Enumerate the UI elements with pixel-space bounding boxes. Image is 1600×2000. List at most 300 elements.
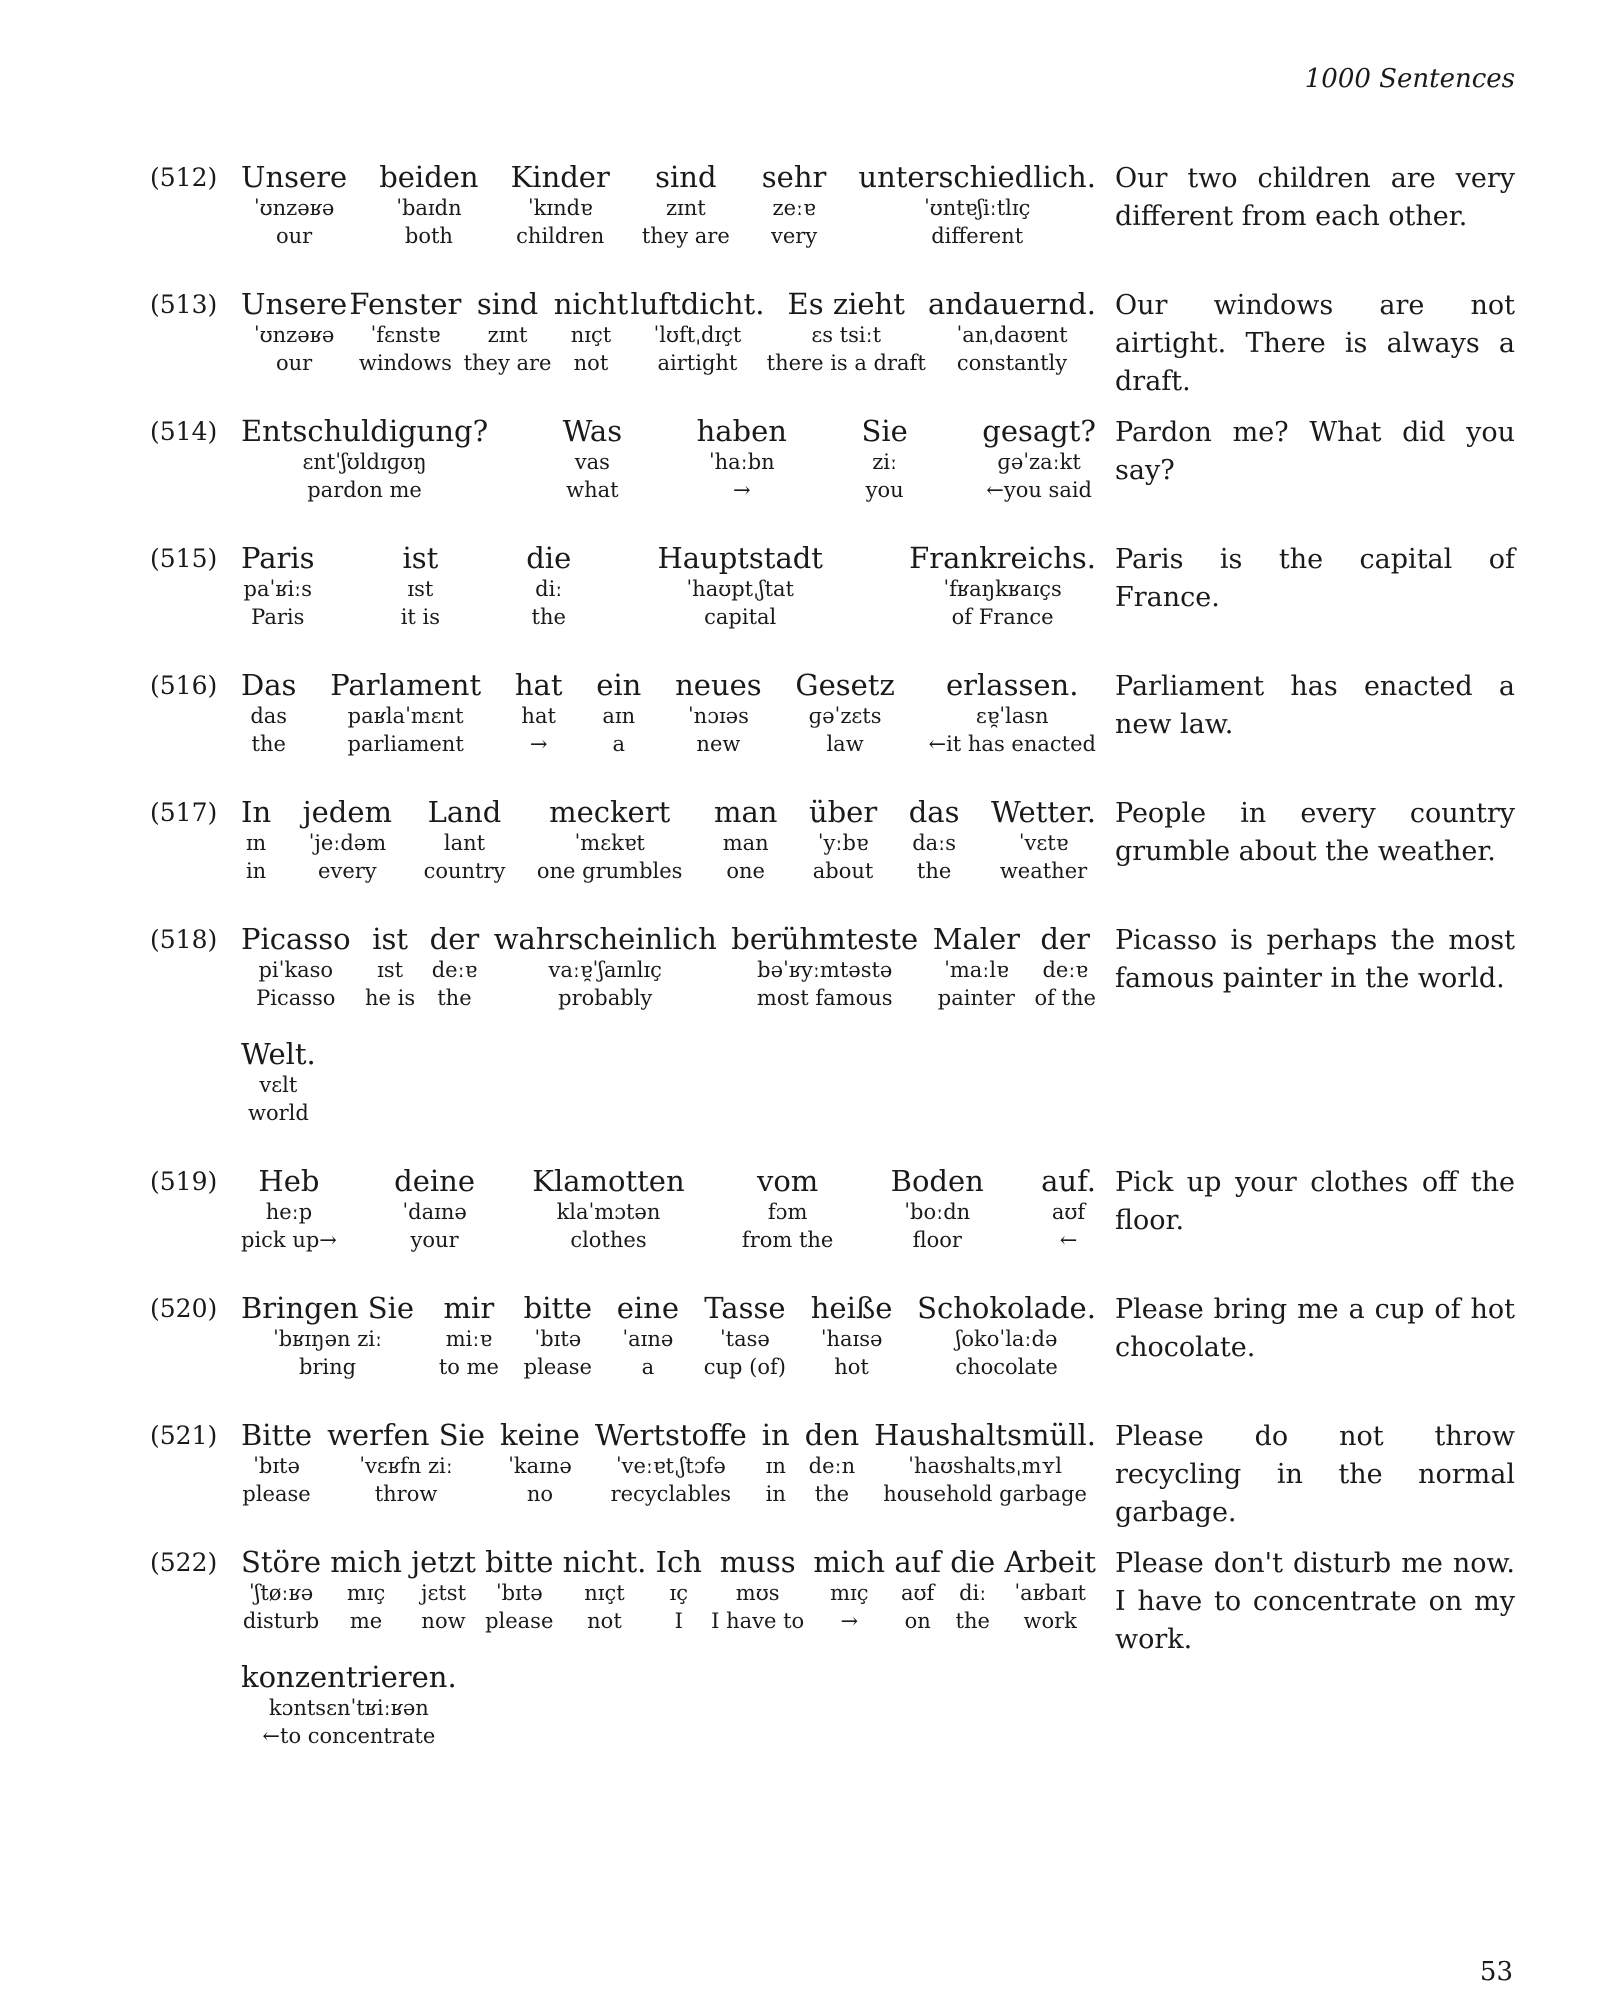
gloss-word — [1041, 1164, 1096, 1254]
ipa-transcription: ˈnɔɪəs — [687, 704, 749, 728]
gloss-word — [394, 1164, 475, 1254]
gloss-line — [241, 922, 1096, 1012]
ipa-transcription: ˈvɛʁfn ziː — [359, 1454, 453, 1478]
english-gloss: please — [523, 1355, 592, 1379]
ipa-transcription: ˈboːdn — [904, 1200, 971, 1224]
gloss-line — [241, 1660, 1096, 1750]
gloss-line — [241, 1164, 1096, 1254]
ipa-transcription: diː — [535, 577, 563, 601]
gloss-line — [241, 541, 1096, 631]
english-gloss: in — [765, 1482, 786, 1506]
english-translation: Please bring me a cup of hot chocolate. — [1115, 1294, 1515, 1363]
english-translation: Pardon me? What did you say? — [1115, 417, 1515, 486]
gloss-word — [241, 1660, 457, 1750]
gloss-word — [813, 1545, 885, 1635]
ipa-transcription: paʁlaˈmɛnt — [347, 704, 464, 728]
ipa-transcription: das — [250, 704, 288, 728]
gloss-word — [430, 922, 480, 1012]
german-word: meckert — [549, 795, 671, 829]
ipa-transcription: mɪç — [830, 1581, 869, 1605]
ipa-transcription: ˈveːɐtˌʃtɔfə — [615, 1454, 726, 1478]
ipa-transcription: ˈbɪtə — [534, 1327, 582, 1351]
gloss-word — [349, 287, 461, 377]
gloss-word — [515, 668, 563, 758]
gloss-word — [767, 287, 926, 377]
gloss-word — [500, 1418, 580, 1508]
english-gloss: → — [529, 732, 548, 756]
english-gloss: pardon me — [307, 478, 422, 502]
sentence-entry — [0, 1291, 1600, 1381]
german-word: Klamotten — [532, 1164, 685, 1198]
english-gloss: → — [840, 1609, 859, 1633]
english-translation: Picasso is perhaps the most famous painter in the world. — [1115, 925, 1515, 994]
ipa-transcription: jɛtst — [420, 1581, 467, 1605]
ipa-transcription: ˈanˌdaʊɐnt — [956, 323, 1068, 347]
sentence-number: (520) — [150, 1294, 218, 1323]
sentence-entry — [0, 414, 1600, 504]
english-gloss: your — [410, 1228, 459, 1252]
english-gloss: our — [275, 351, 313, 375]
english-gloss: work — [1023, 1609, 1077, 1633]
ipa-transcription: paˈʁiːs — [243, 577, 313, 601]
sentence-number: (519) — [150, 1167, 218, 1196]
ipa-transcription: kɔntsɛnˈtʁiːʁən — [268, 1696, 429, 1720]
german-word: ist — [402, 541, 439, 575]
sentence-entry — [0, 287, 1600, 397]
german-word: jedem — [302, 795, 393, 829]
gloss-word — [241, 414, 488, 504]
german-word: muss — [719, 1545, 796, 1579]
sentence-number: (515) — [150, 544, 218, 573]
sentence-entry — [0, 668, 1600, 758]
ipa-transcription: ˈtasə — [719, 1327, 770, 1351]
english-gloss: capital — [704, 605, 777, 629]
german-word: die — [950, 1545, 996, 1579]
german-word: Entschuldigung? — [241, 414, 489, 448]
german-word: Paris — [241, 541, 315, 575]
sentence-entry — [0, 795, 1600, 885]
german-word: Tasse — [704, 1291, 786, 1325]
english-gloss: ←you said — [986, 478, 1092, 502]
english-gloss: of the — [1034, 986, 1096, 1010]
german-word: auf. — [1041, 1164, 1096, 1198]
german-word: man — [713, 795, 778, 829]
german-word: den — [804, 1418, 860, 1452]
ipa-transcription: ˈʊnzəʁə — [253, 196, 335, 220]
ipa-transcription: ziː — [872, 450, 898, 474]
gloss-word — [537, 795, 683, 885]
gloss-word — [991, 795, 1096, 885]
ipa-transcription: vaːɐ̯ˈʃaɪnlɪç — [548, 958, 662, 982]
german-word: Arbeit — [1004, 1545, 1096, 1579]
german-word: nicht — [553, 287, 629, 321]
gloss-word — [714, 795, 777, 885]
ipa-transcription: fɔm — [767, 1200, 808, 1224]
english-gloss: no — [526, 1482, 554, 1506]
german-word: deine — [394, 1164, 476, 1198]
german-word: Es zieht — [787, 287, 905, 321]
english-translation: Our windows are not airtight. There is always a draft. — [1115, 290, 1515, 397]
gloss-word — [891, 1164, 984, 1254]
gloss-word — [241, 160, 347, 250]
gloss-word — [982, 414, 1096, 504]
english-gloss: about — [812, 859, 874, 883]
english-gloss: I have to — [711, 1609, 805, 1633]
german-word: Hauptstadt — [657, 541, 823, 575]
gloss-line — [241, 1291, 1096, 1381]
sentence-number: (518) — [150, 925, 218, 954]
ipa-transcription: bəˈʁyːmtəstə — [757, 958, 893, 982]
english-gloss: the — [916, 859, 952, 883]
german-word: In — [241, 795, 272, 829]
english-gloss: of France — [951, 605, 1054, 629]
english-gloss: ←it has enacted — [928, 732, 1096, 756]
gloss-word — [464, 287, 552, 377]
german-word: Bitte — [241, 1418, 313, 1452]
sentence-entry — [0, 922, 1600, 1127]
german-word: Unsere — [241, 160, 348, 194]
gloss-word — [241, 1164, 337, 1254]
german-word: Haushaltsmüll. — [874, 1418, 1096, 1452]
sentence-number: (514) — [150, 417, 218, 446]
sentence-number: (521) — [150, 1421, 218, 1450]
gloss-word — [894, 1545, 941, 1635]
german-word: mich — [330, 1545, 402, 1579]
german-word: in — [761, 1418, 790, 1452]
german-word: Unsere — [241, 287, 348, 321]
sentence-entry — [0, 160, 1600, 250]
english-gloss: please — [485, 1609, 554, 1633]
english-gloss: → — [732, 478, 751, 502]
interlinear-gloss — [241, 668, 1096, 758]
english-translation: Our two children are very different from each other. — [1115, 163, 1515, 232]
english-gloss: the — [437, 986, 472, 1010]
german-word: vom — [756, 1164, 819, 1198]
english-gloss: what — [566, 478, 619, 502]
german-word: berühmteste — [731, 922, 919, 956]
german-word: konzentrieren. — [241, 1660, 457, 1694]
english-gloss: throw — [374, 1482, 438, 1506]
gloss-word — [526, 541, 571, 631]
gloss-word — [303, 795, 392, 885]
ipa-transcription: zɪnt — [487, 323, 528, 347]
gloss-word — [809, 795, 877, 885]
english-gloss: the — [251, 732, 286, 756]
interlinear-gloss — [241, 1545, 1096, 1750]
gloss-word — [642, 160, 730, 250]
german-word: das — [908, 795, 960, 829]
gloss-word — [241, 922, 351, 1012]
german-word: Kinder — [510, 160, 610, 194]
gloss-word — [596, 668, 641, 758]
gloss-line — [241, 1418, 1096, 1508]
gloss-word — [909, 541, 1096, 631]
german-word: jetzt — [411, 1545, 476, 1579]
ipa-transcription: man — [722, 831, 769, 855]
gloss-word — [401, 541, 440, 631]
german-word: sind — [655, 160, 717, 194]
ipa-transcription: ˈbʁɪŋən ziː — [272, 1327, 383, 1351]
german-word: mir — [443, 1291, 495, 1325]
gloss-line — [241, 160, 1096, 250]
gloss-word — [524, 1291, 592, 1381]
gloss-word — [365, 922, 415, 1012]
ipa-transcription: ˈkɪndɐ — [527, 196, 593, 220]
german-word: der — [1040, 922, 1091, 956]
english-gloss: bring — [298, 1355, 357, 1379]
ipa-transcription: ˈbaɪdn — [396, 196, 462, 220]
interlinear-gloss — [241, 1418, 1096, 1508]
english-gloss: children — [516, 224, 605, 248]
ipa-transcription: deːn — [808, 1454, 856, 1478]
ipa-transcription: ˈaʁbaɪt — [1014, 1581, 1086, 1605]
ipa-transcription: klaˈmɔtən — [556, 1200, 661, 1224]
english-gloss: from the — [741, 1228, 834, 1252]
gloss-word — [595, 1418, 747, 1508]
sentence-entry — [0, 1418, 1600, 1528]
ipa-transcription: daːs — [912, 831, 957, 855]
gloss-line — [241, 668, 1096, 758]
english-gloss: law — [826, 732, 864, 756]
german-word: Boden — [890, 1164, 984, 1198]
english-translation: Please do not throw recycling in the normal garbage. — [1115, 1421, 1515, 1528]
german-word: bitte — [485, 1545, 554, 1579]
german-word: Schokolade. — [917, 1291, 1096, 1325]
english-gloss: windows — [358, 351, 452, 375]
gloss-word — [327, 1418, 485, 1508]
gloss-word — [241, 1545, 321, 1635]
gloss-word — [950, 1545, 995, 1635]
gloss-word — [241, 668, 296, 758]
ipa-transcription: ˈbɪtə — [495, 1581, 543, 1605]
gloss-word — [330, 1545, 402, 1635]
english-gloss: very — [770, 224, 818, 248]
english-translation: Please don't disturb me now. I have to concentrate on my work. — [1115, 1548, 1515, 1655]
english-gloss: a — [612, 732, 626, 756]
german-word: ist — [372, 922, 408, 956]
ipa-transcription: ɪst — [407, 577, 434, 601]
german-word: Gesetz — [795, 668, 895, 702]
gloss-word — [909, 795, 960, 885]
german-word: Parlament — [330, 668, 482, 702]
german-word: Sie — [861, 414, 908, 448]
ipa-transcription: ˈvɛtɐ — [1018, 831, 1069, 855]
english-gloss: our — [275, 224, 313, 248]
ipa-transcription: ɪst — [377, 958, 404, 982]
english-gloss: to me — [438, 1355, 499, 1379]
gloss-word — [811, 1291, 893, 1381]
gloss-line — [241, 795, 1096, 885]
gloss-word — [675, 668, 762, 758]
gloss-word — [532, 1164, 684, 1254]
gloss-word — [630, 287, 764, 377]
gloss-word — [1034, 922, 1095, 1012]
german-word: sehr — [761, 160, 827, 194]
gloss-word — [711, 1545, 804, 1635]
german-word: sind — [476, 287, 539, 321]
ipa-transcription: deːɐ — [431, 958, 478, 982]
german-word: Fenster — [349, 287, 462, 321]
gloss-word — [917, 1291, 1096, 1381]
ipa-transcription: ɛs tsiːt — [811, 323, 882, 347]
gloss-word — [241, 541, 315, 631]
english-gloss: both — [404, 224, 453, 248]
german-word: ein — [596, 668, 642, 702]
ipa-transcription: ˈhaʊptˌʃtat — [686, 577, 794, 601]
gloss-line — [241, 1545, 1096, 1635]
english-gloss: it is — [400, 605, 441, 629]
german-word: werfen Sie — [327, 1418, 486, 1452]
ipa-transcription: deːɐ — [1042, 958, 1088, 982]
english-gloss: I — [674, 1609, 683, 1633]
ipa-transcription: ɪn — [765, 1454, 786, 1478]
gloss-word — [424, 795, 506, 885]
ipa-transcription: hat — [521, 704, 556, 728]
gloss-word — [928, 668, 1095, 758]
sentence-number: (516) — [150, 671, 218, 700]
english-gloss: household garbage — [883, 1482, 1087, 1506]
ipa-transcription: ɡəˈzɛts — [808, 704, 882, 728]
german-word: hat — [514, 668, 563, 702]
ipa-transcription: vɛlt — [259, 1073, 298, 1097]
gloss-word — [933, 922, 1020, 1012]
gloss-word — [762, 160, 827, 250]
ipa-transcription: ɛntˈʃʊldɪɡʊŋ — [302, 450, 427, 474]
german-word: luftdicht. — [630, 287, 765, 321]
ipa-transcription: aʊf — [901, 1581, 935, 1605]
english-gloss: there is a draft — [766, 351, 926, 375]
interlinear-gloss — [241, 414, 1096, 504]
gloss-word — [656, 1545, 702, 1635]
gloss-word — [554, 287, 629, 377]
sentence-number: (512) — [150, 163, 218, 192]
english-gloss: Picasso — [256, 986, 336, 1010]
english-gloss: floor — [912, 1228, 962, 1252]
ipa-transcription: diː — [959, 1581, 987, 1605]
ipa-transcription: ɪç — [669, 1581, 688, 1605]
german-word: bitte — [523, 1291, 592, 1325]
english-gloss: country — [423, 859, 506, 883]
english-gloss: new — [696, 732, 741, 756]
sentence-list — [0, 160, 1600, 1787]
ipa-transcription: ˈyːbɐ — [817, 831, 869, 855]
english-gloss: cup (of) — [703, 1355, 786, 1379]
english-gloss: the — [955, 1609, 990, 1633]
german-word: Ich — [655, 1545, 702, 1579]
english-gloss: hot — [834, 1355, 869, 1379]
english-gloss: he is — [365, 986, 416, 1010]
english-gloss: weather — [999, 859, 1088, 883]
ipa-transcription: ˈhaːbn — [708, 450, 775, 474]
english-gloss: airtight — [657, 351, 738, 375]
german-word: Heb — [258, 1164, 320, 1198]
ipa-transcription: ˈʃtøːʁə — [248, 1581, 314, 1605]
sentence-entry — [0, 1164, 1600, 1254]
english-translation: Pick up your clothes off the floor. — [1115, 1167, 1515, 1236]
english-translation: People in every country grumble about the weather. — [1115, 798, 1515, 867]
german-word: Frankreichs. — [909, 541, 1096, 575]
ipa-transcription: mɪç — [346, 1581, 386, 1605]
english-gloss: parliament — [347, 732, 464, 756]
gloss-word — [657, 541, 823, 631]
english-gloss: probably — [558, 986, 653, 1010]
ipa-transcription: ˈbɪtə — [253, 1454, 300, 1478]
german-word: nicht. — [562, 1545, 647, 1579]
ipa-transcription: ˈhaɪsə — [820, 1327, 883, 1351]
interlinear-gloss — [241, 541, 1096, 631]
gloss-word — [511, 160, 610, 250]
gloss-word — [563, 1545, 647, 1635]
gloss-word — [241, 795, 271, 885]
gloss-word — [805, 1418, 859, 1508]
ipa-transcription: ɪn — [245, 831, 267, 855]
sentence-entry — [0, 1545, 1600, 1750]
english-gloss: one grumbles — [536, 859, 683, 883]
ipa-transcription: ˈaɪnə — [622, 1327, 674, 1351]
sentence-number: (513) — [150, 290, 218, 319]
sentence-number: (522) — [150, 1548, 218, 1577]
gloss-word — [494, 922, 717, 1012]
ipa-transcription: ˈdaɪnə — [402, 1200, 467, 1224]
german-word: heiße — [810, 1291, 893, 1325]
english-gloss: recyclables — [610, 1482, 732, 1506]
german-word: wahrscheinlich — [493, 922, 717, 956]
english-gloss: disturb — [242, 1609, 320, 1633]
gloss-word — [731, 922, 918, 1012]
english-gloss: pick up→ — [241, 1228, 337, 1252]
gloss-word — [742, 1164, 833, 1254]
gloss-word — [858, 160, 1096, 250]
gloss-word — [330, 668, 481, 758]
ipa-transcription: ˈhaʊshaltsˌmʏl — [908, 1454, 1062, 1478]
english-gloss: they are — [463, 351, 552, 375]
english-gloss: now — [421, 1609, 466, 1633]
ipa-transcription: ˈjeːdəm — [308, 831, 387, 855]
ipa-transcription: zɪnt — [665, 196, 706, 220]
german-word: Picasso — [241, 922, 351, 956]
ipa-transcription: vas — [574, 450, 610, 474]
ipa-transcription: zeːɐ — [772, 196, 816, 220]
sentence-entry — [0, 541, 1600, 631]
ipa-transcription: ˈmaːlɐ — [944, 958, 1009, 982]
ipa-transcription: lant — [443, 831, 486, 855]
english-gloss: ←to concentrate — [262, 1724, 436, 1748]
german-word: Wetter. — [991, 795, 1096, 829]
gloss-word — [241, 287, 347, 377]
gloss-line — [241, 287, 1096, 377]
interlinear-gloss — [241, 1291, 1096, 1381]
ipa-transcription: ˈʊnzəʁə — [253, 323, 335, 347]
german-word: Bringen Sie — [241, 1291, 415, 1325]
ipa-transcription: ɡəˈzaːkt — [997, 450, 1081, 474]
german-word: gesagt? — [982, 414, 1096, 448]
german-word: der — [429, 922, 480, 956]
ipa-transcription: mʊs — [735, 1581, 780, 1605]
english-gloss: not — [573, 351, 609, 375]
english-gloss: please — [242, 1482, 311, 1506]
english-translation: Paris is the capital of France. — [1115, 544, 1515, 613]
gloss-word — [241, 1418, 312, 1508]
ipa-transcription: ˈlʊftˌdɪçt — [653, 323, 742, 347]
german-word: haben — [696, 414, 787, 448]
gloss-word — [485, 1545, 553, 1635]
gloss-word — [697, 414, 787, 504]
german-word: die — [526, 541, 572, 575]
english-gloss: world — [247, 1101, 309, 1125]
ipa-transcription: piˈkaso — [258, 958, 334, 982]
interlinear-gloss — [241, 795, 1096, 885]
interlinear-gloss — [241, 922, 1096, 1127]
